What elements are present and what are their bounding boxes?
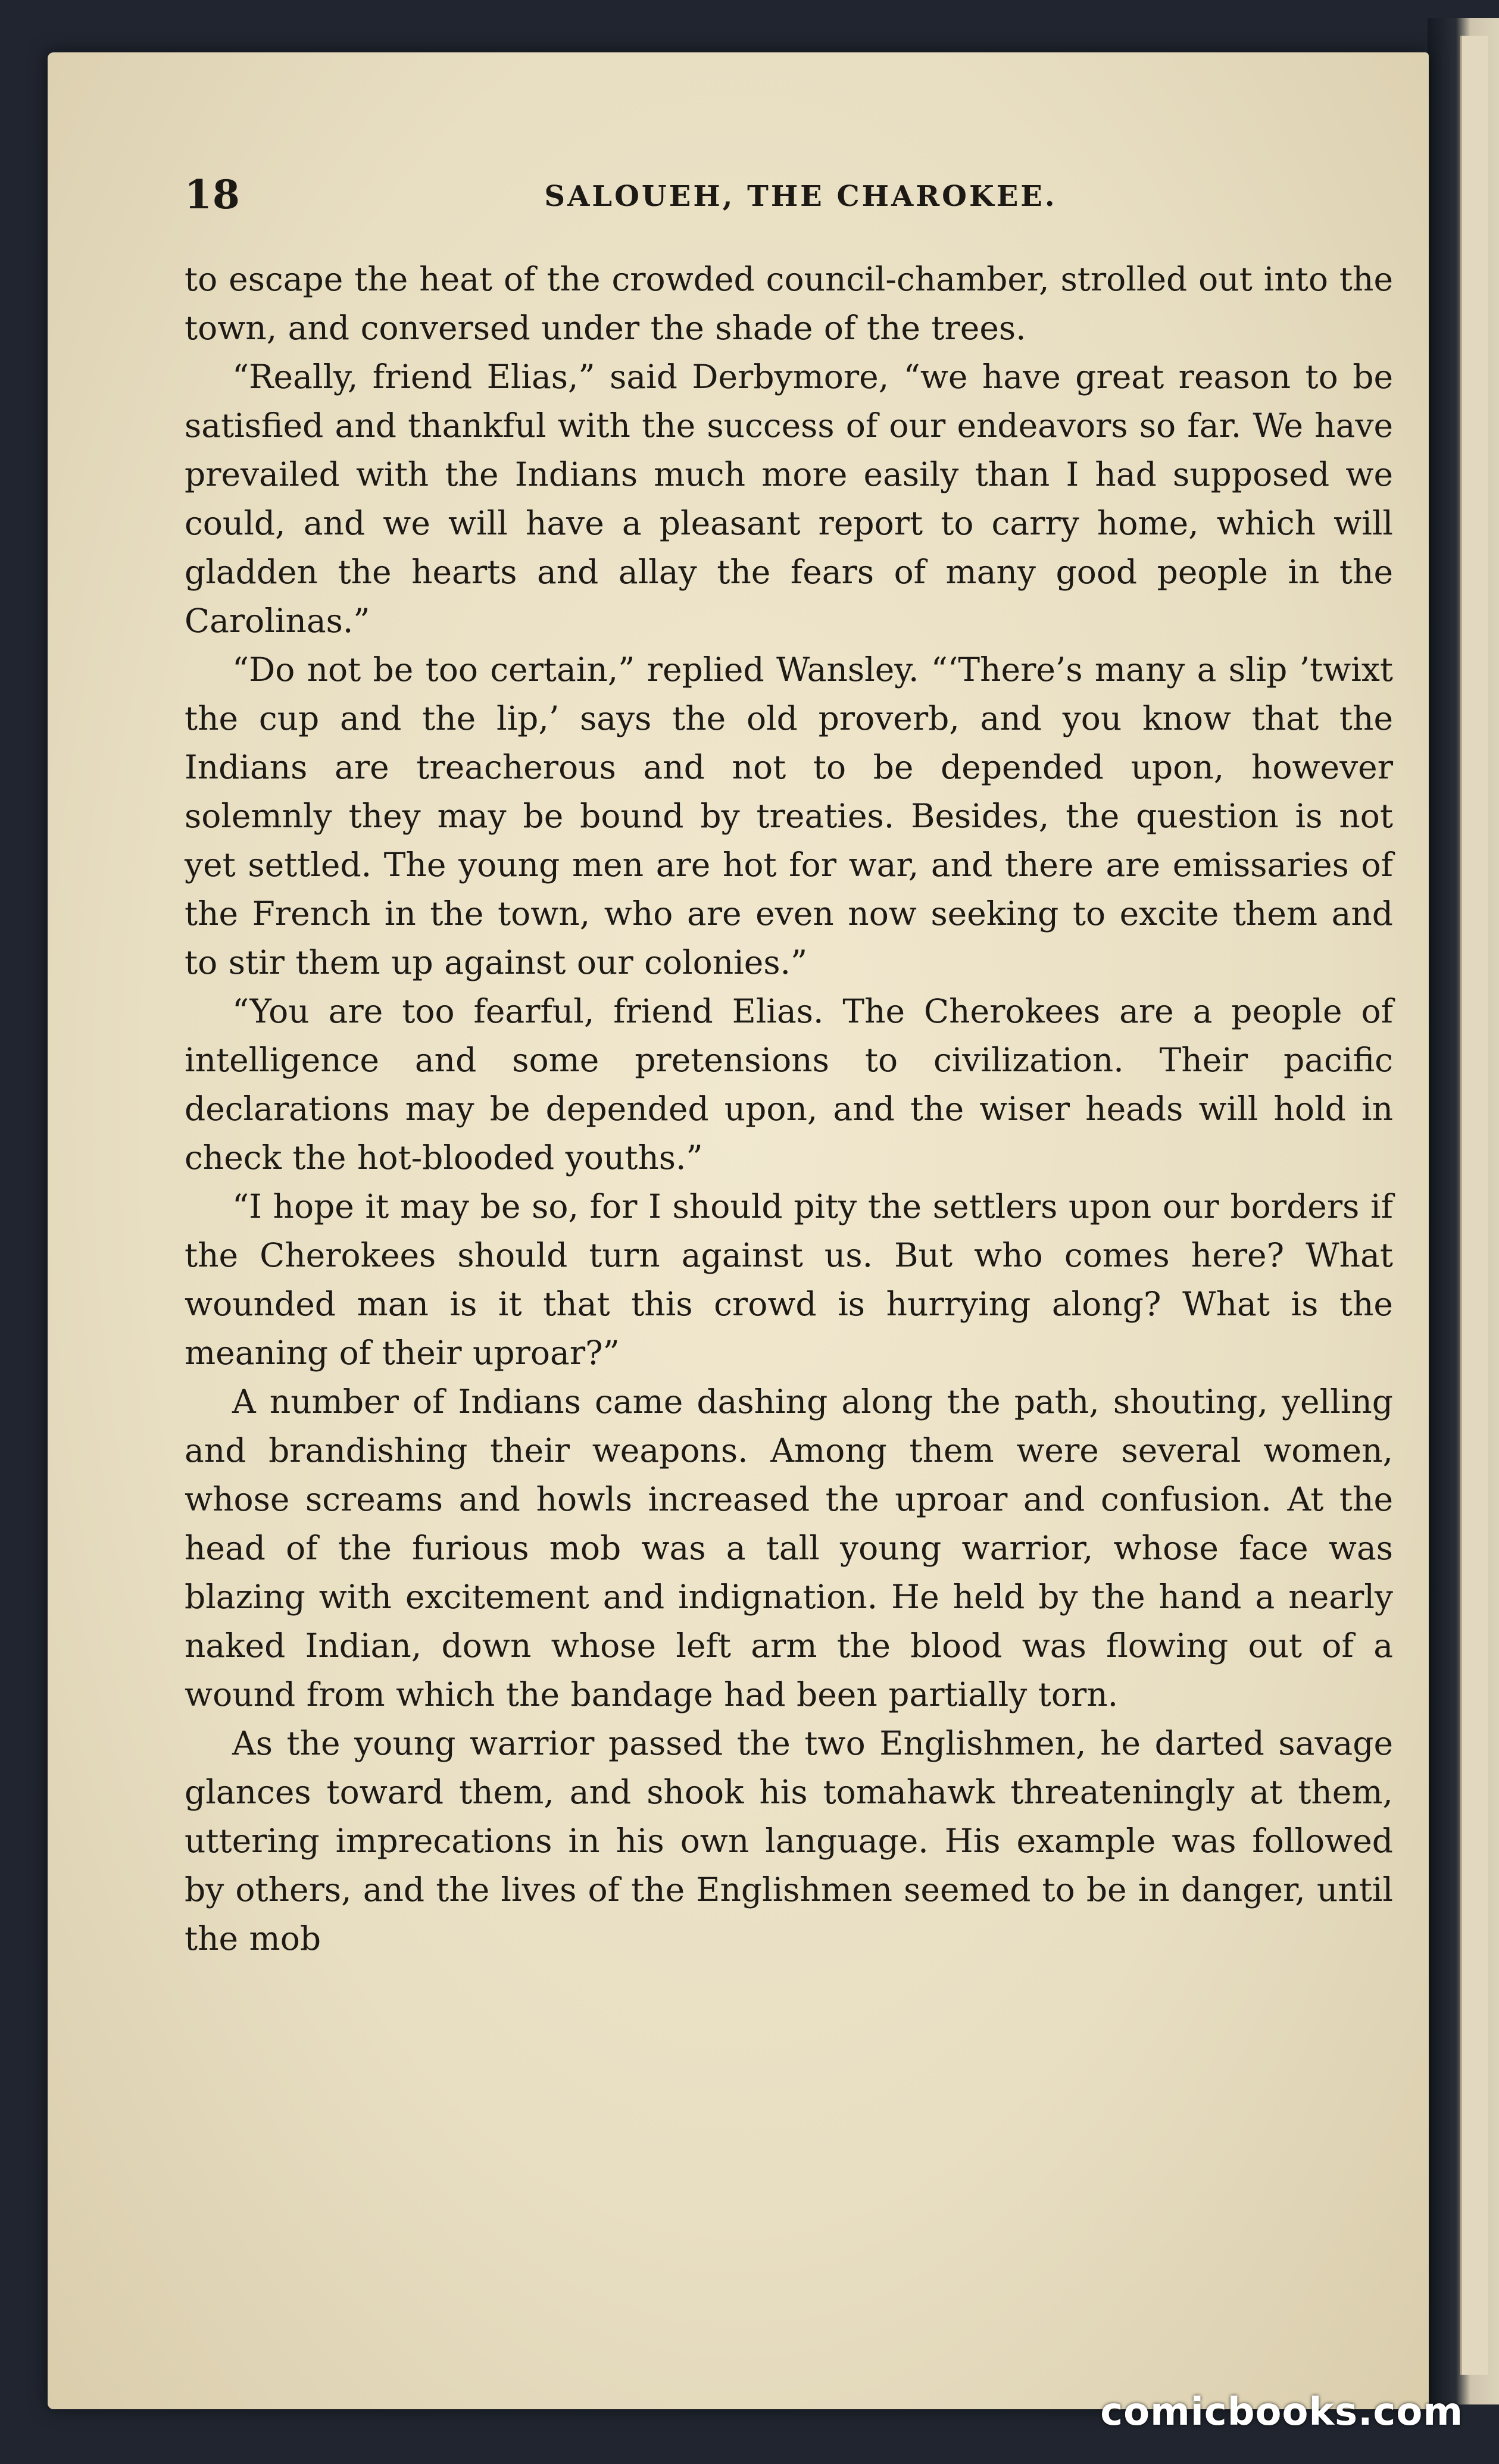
paragraph-1: to escape the heat of the crowded council-chamber, strolled out into the town, and conversed under the shade of the trees. — [185, 260, 1393, 347]
paragraph-3: “Do not be too certain,” replied Wansley. “‘There’s many a slip ’twixt the cup and the lip,’ says the old proverb, and you know that the Indians are treacherous and not to be depended upon, however solemnly they may be bound by treaties. Besides, the question is not yet settled. The young men are hot for war, and there are emissaries of the French in the town, who are even now seeking to excite them and to stir them up against our colonies.” — [185, 651, 1393, 981]
page-number: 18 — [185, 171, 241, 218]
running-title: SALOUEH, THE CHAROKEE. — [544, 180, 1057, 213]
paragraph-7: As the young warrior passed the two Englishmen, he darted savage glances toward them, and shook his tomahawk threateningly at them, uttering imprecations in his own language. His example was followed by others, and the lives of the Englishmen seemed to be in danger, until the mob — [185, 1724, 1393, 1958]
paragraph-6: A number of Indians came dashing along the path, shouting, yelling and brandishing their weapons. Among them were several women, whose screams and howls increased the uproar and confusion. At the head of the furious mob was a tall young warrior, whose face was blazing with excitement and indignation. He held by the hand a nearly naked Indian, down whose left arm the blood was flowing out of a wound from which the bandage had been partially torn. — [185, 1383, 1393, 1713]
paragraph-4: “You are too fearful, friend Elias. The Cherokees are a people of intelligence and some pretensions to civilization. Their pacific declarations may be depended upon, and the wiser heads will hold in check the hot-blooded youths.” — [185, 992, 1393, 1177]
watermark: comicbooks.com — [1100, 2390, 1463, 2434]
next-page-edge — [1460, 36, 1488, 2375]
body-text — [185, 255, 1393, 1963]
paragraph-5: “I hope it may be so, for I should pity the settlers upon our borders if the Cherokees should turn against us. But who comes here? What wounded man is it that this crowd is hurrying along? What is the meaning of their uproar?” — [185, 1187, 1393, 1372]
paragraph-2: “Really, friend Elias,” said Derbymore, “we have great reason to be satisfied and thankful with the success of our endeavors so far. We have prevailed with the Indians much more easily than I had supposed we could, and we will have a pleasant report to carry home, which will gladden the hearts and allay the fears of many good people in the Carolinas.” — [185, 358, 1393, 640]
page-header — [185, 171, 1393, 237]
page-content — [185, 171, 1393, 1963]
book-page — [48, 52, 1429, 2409]
